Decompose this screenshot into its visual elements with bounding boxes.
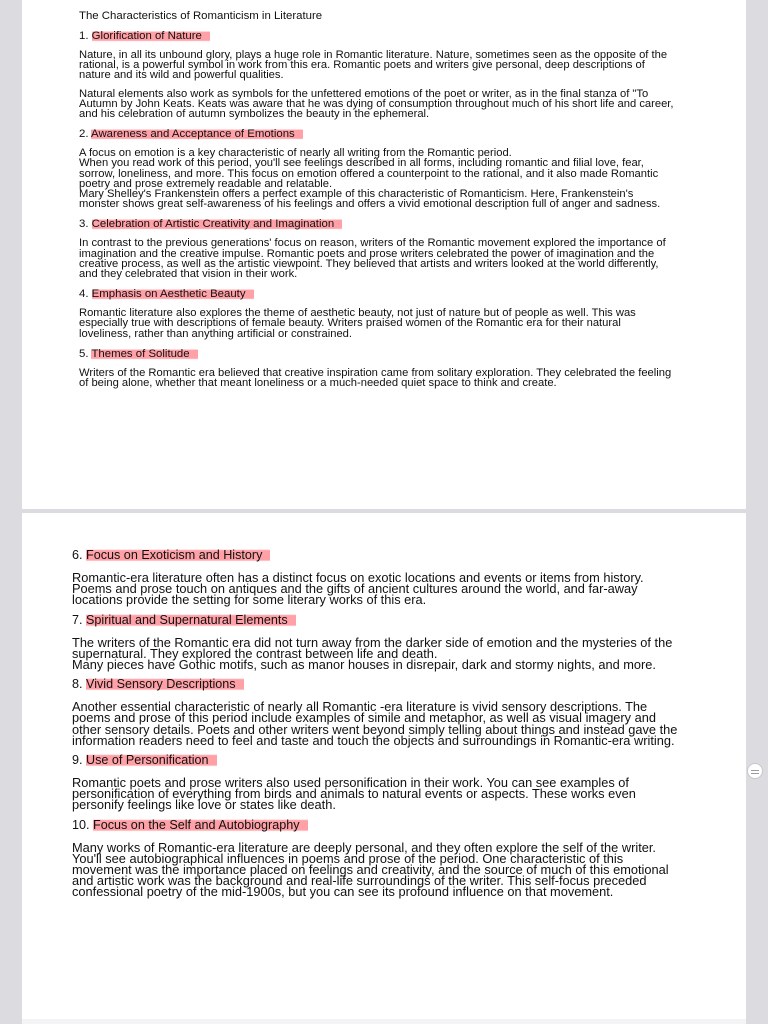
section-heading xyxy=(79,127,676,141)
section-number: 3. xyxy=(79,218,89,231)
section-heading xyxy=(72,818,686,833)
body-paragraph: Nature, in all its unbound glory, plays a huge role in Romantic literature. Nature, sometimes seen as the opposite of the rational, is a powerful symbol in work from this era. Romantic poets and writers give personal, deep descriptions of nature and its wild and powerful qualities. xyxy=(79,49,668,82)
highlighted-heading-text: Glorification of Nature xyxy=(92,30,210,42)
document-page-2 xyxy=(22,513,746,1019)
section-number: 5. xyxy=(79,347,89,360)
section-heading xyxy=(79,287,676,301)
body-paragraph: Romantic poets and prose writers also used personification in their work. You can see examples of personification of everything from birds and animals to natural events or aspects. These works even personify feelings like love or states like death. xyxy=(72,775,636,813)
next-page-edge xyxy=(22,1019,746,1024)
page2-sections xyxy=(72,548,686,898)
highlighted-heading-text: Awareness and Acceptance of Emotions xyxy=(91,128,303,140)
highlighted-heading-text: Focus on the Self and Autobiography xyxy=(93,818,308,832)
body-paragraph: Many works of Romantic-era literature are deeply personal, and they often explore the self of the writer. You'll see autobiographical influences in poems and prose of the period. One characteristic of this movement was the importance placed on feelings and creativity, and the source of much of this emotional and artistic work was the background and real-life surroundings of the writer. This self-focus preceded confessional poetry of the mid-1900s, but you can see its profound influence on that movement. xyxy=(72,839,669,900)
section-number: 6. xyxy=(72,548,83,562)
section-heading xyxy=(79,29,676,43)
section-heading xyxy=(79,347,676,361)
body-paragraph: In contrast to the previous generations' focus on reason, writers of the Romantic movement explored the importance of imagination and the creative impulse. Romantic poets and prose writers celebrated the power of imagination and the creative process, as well as the artistic viewpoint. They believed that artists and writers looked at the world differently, and they celebrated that vision in their work. xyxy=(79,237,666,281)
highlighted-heading-text: Spiritual and Supernatural Elements xyxy=(86,613,296,627)
body-paragraph: A focus on emotion is a key characteristic of nearly all writing from the Romantic period. When you read work of this period, you'll see feelings described in all forms, including romantic and filial love, fear, sorrow, loneliness, and more. This focus on emotion offered a counterpoint to the rational, and it also made Romantic poetry and prose extremely readable and relatable. Mary Shelley's Frankenstein offers a perfect example of this characteristic of Romanticism. Here, Frankenstein's monster shows great self-awareness of his feelings and offers a vivid emotional description full of anger and sadness. xyxy=(79,147,661,211)
document-page-1 xyxy=(22,0,746,509)
body-paragraph: Romantic-era literature often has a distinct focus on exotic locations and events or items from history. Poems and prose touch on antiques and the gifts of ancient cultures around the world, and far-away locations provide the setting for some literary works of this era. xyxy=(72,570,644,608)
section-number: 7. xyxy=(72,612,83,627)
body-paragraph: Another essential characteristic of nearly all Romantic -era literature is vivid sensory descriptions. The poems and prose of this period include examples of simile and metaphor, as well as visual imagery and other sensory details. Poets and other writers went beyond simply telling about things and instead gave the information readers need to feel and taste and touch the objects and surroundings in Romantic-era writing. xyxy=(72,699,678,748)
highlighted-heading-text: Use of Personification xyxy=(86,753,217,767)
body-paragraph: The writers of the Romantic era did not turn away from the darker side of emotion and the mysteries of the supernatural. They explored the contrast between life and death. Many pieces have Gothic motifs, such as manor houses in disrepair, dark and stormy nights, and more. xyxy=(72,634,673,673)
scroll-handle-icon[interactable] xyxy=(747,763,763,779)
section-number: 10. xyxy=(72,817,90,832)
section-number: 8. xyxy=(72,677,83,692)
section-heading xyxy=(72,677,686,692)
body-paragraph: Writers of the Romantic era believed that creative inspiration came from solitary exploration. They celebrated the feeling of being alone, whether that meant loneliness or a much-needed quiet space to think and create. xyxy=(79,366,672,390)
document-title: The Characteristics of Romanticism in Literature xyxy=(79,10,323,22)
section-heading xyxy=(79,217,676,231)
section-heading xyxy=(72,753,686,768)
section-number: 9. xyxy=(72,753,83,768)
highlighted-heading-text: Emphasis on Aesthetic Beauty xyxy=(92,288,254,300)
section-number: 2. xyxy=(79,128,89,141)
section-number: 1. xyxy=(79,30,89,42)
body-paragraph: Natural elements also work as symbols for the unfettered emotions of the poet or writer, as in the final stanza of "To Autumn by John Keats. Keats was aware that he was dying of consumption throughout much of his short life and career, and his celebration of autumn symbolizes the beauty in the ephemeral. xyxy=(79,87,674,121)
highlighted-heading-text: Themes of Solitude xyxy=(91,348,197,360)
section-heading xyxy=(72,613,686,628)
highlighted-heading-text: Focus on Exoticism and History xyxy=(86,548,270,562)
highlighted-heading-text: Vivid Sensory Descriptions xyxy=(86,677,244,691)
highlighted-heading-text: Celebration of Artistic Creativity and Imagination xyxy=(92,218,343,230)
section-heading xyxy=(72,548,686,563)
page1-sections xyxy=(79,29,676,388)
body-paragraph: Romantic literature also explores the theme of aesthetic beauty, not just of nature but of people as well. This was especially true with descriptions of female beauty. Writers praised women of the Romantic era for their natural loveliness, rather than anything artificial or constrained. xyxy=(79,307,636,340)
section-number: 4. xyxy=(79,288,89,301)
